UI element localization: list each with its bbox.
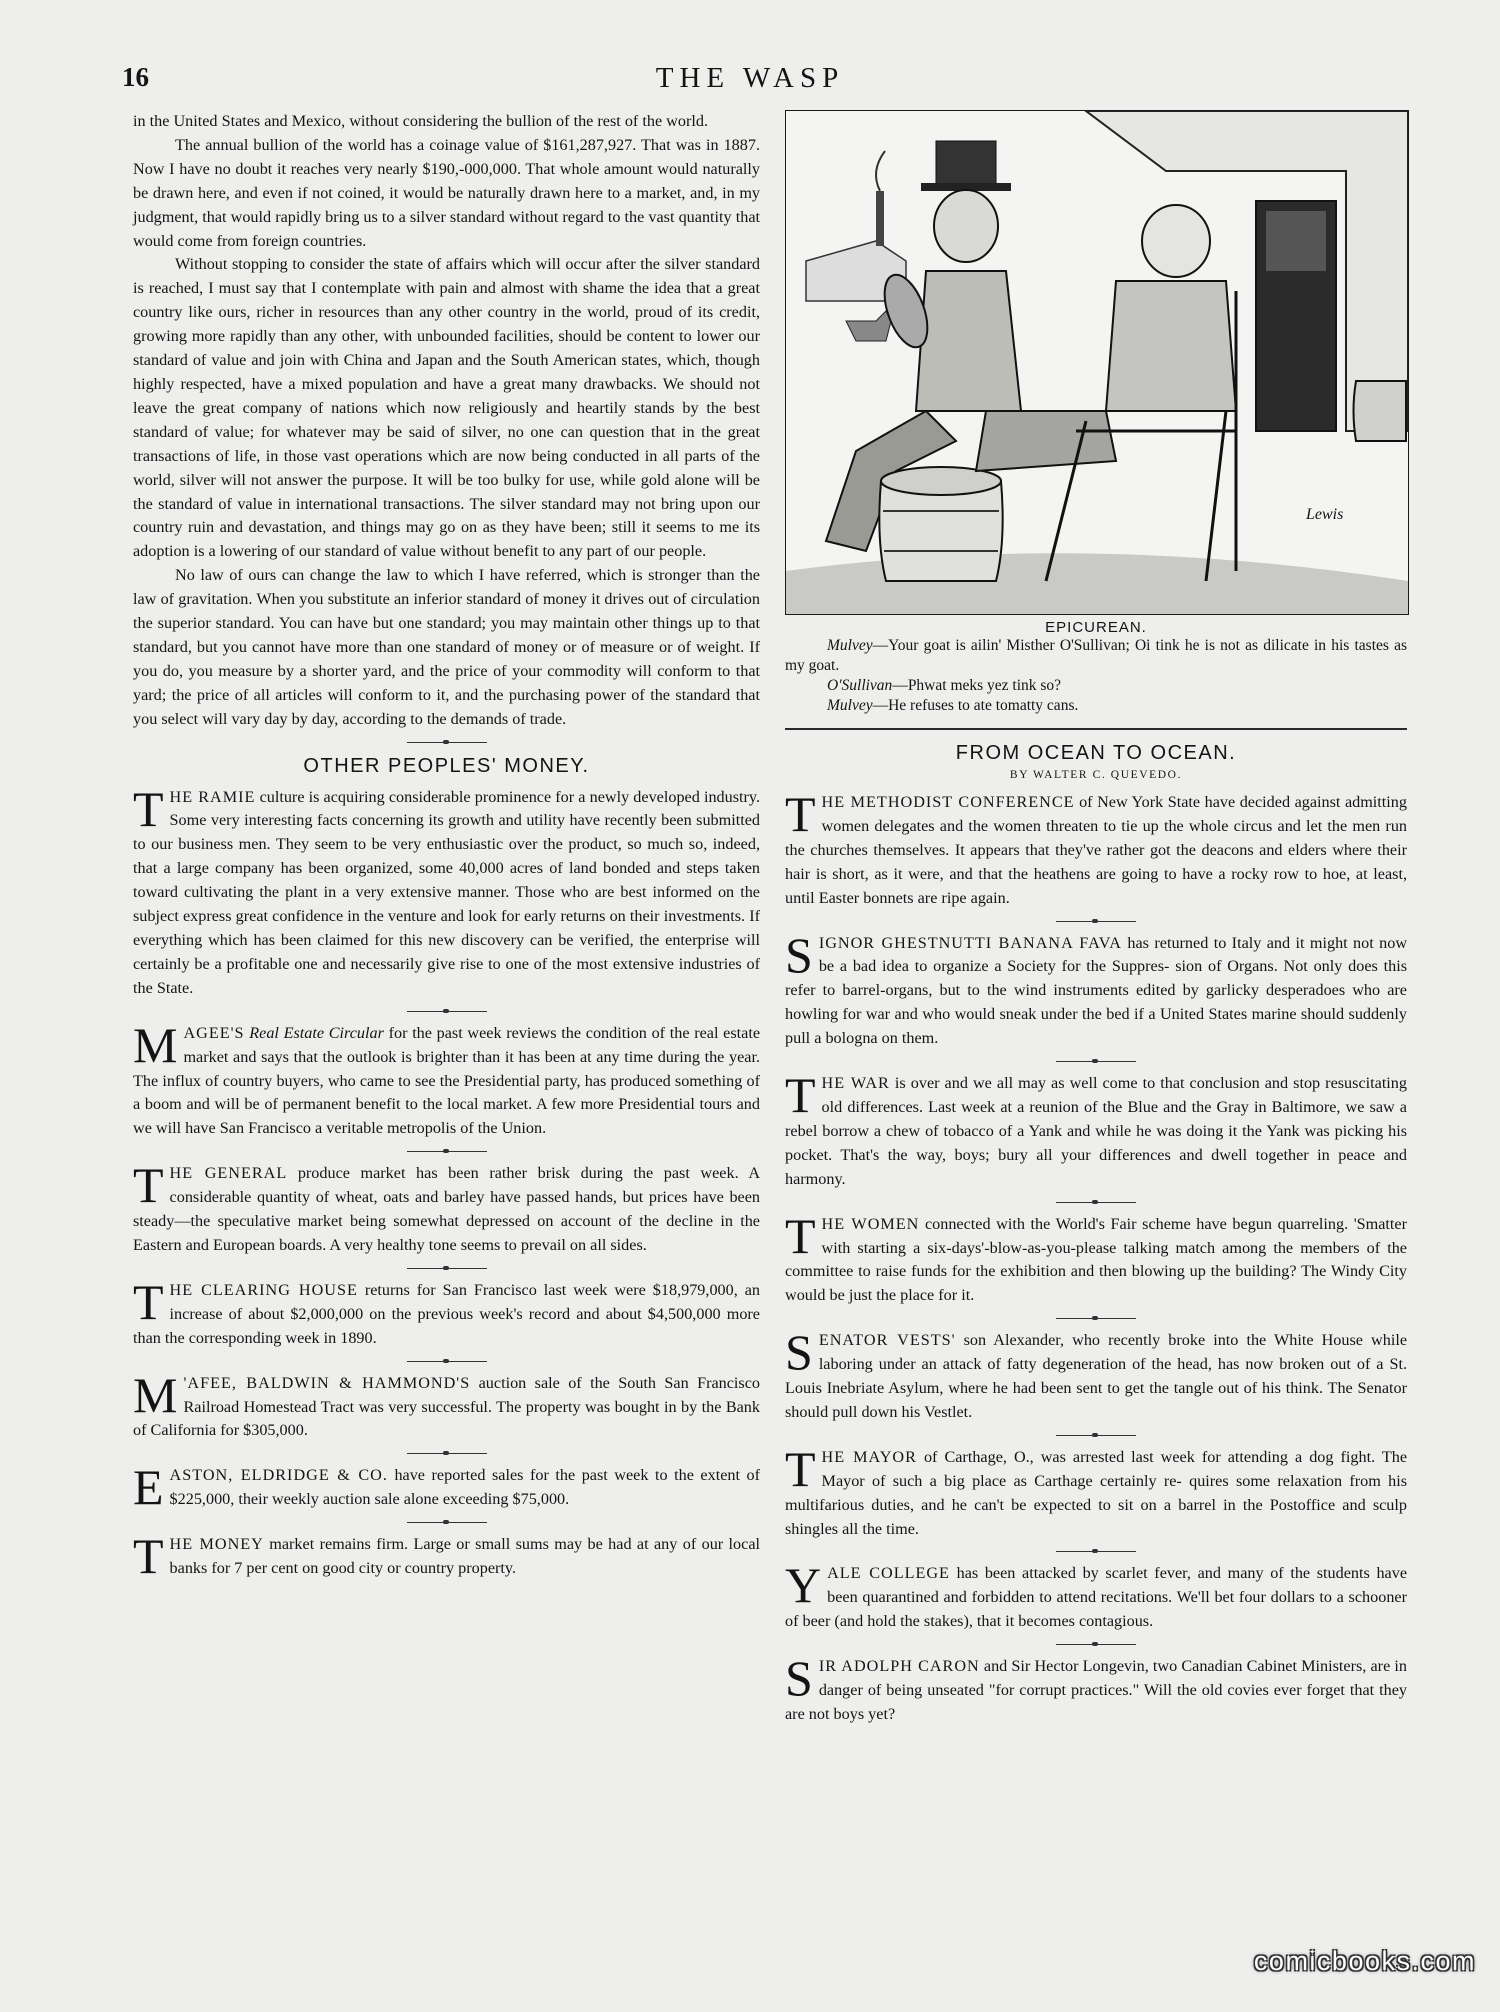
news-item — [785, 1650, 1408, 1727]
item-lead: HE MAYOR — [821, 1447, 917, 1466]
item-first: and Sir Hector Longevin, two Canadian Cabinet Ministers, are in danger of being unseated "for corrupt — [818, 1657, 1407, 1700]
divider — [407, 1011, 487, 1012]
drop-cap: Y — [785, 1557, 822, 1614]
speaker: Mulvey — [827, 697, 873, 714]
artist-signature: Lewis — [1306, 506, 1344, 523]
item-lead: HE MONEY — [169, 1535, 264, 1554]
running-head: THE WASP — [655, 62, 845, 94]
cartoon-title: EPICUREAN. — [1045, 619, 1147, 636]
drop-cap: T — [133, 1528, 164, 1585]
item-lead: ASTON, ELDRIDGE & CO. — [169, 1466, 388, 1485]
rule — [785, 728, 1407, 730]
left-column — [133, 110, 761, 1585]
item-rest: practices." Will the old covies ever forget that they are not boys yet? — [785, 1681, 1408, 1723]
item-first: connected with the World's Fair scheme have begun quarreling. 'Smatter with starting a six-days'-blow-as-you-please — [821, 1214, 1407, 1257]
news-item — [133, 780, 760, 1001]
cartoon-caption — [785, 636, 1407, 716]
section-title-from-ocean-to-ocean: FROM OCEAN TO OCEAN. — [955, 742, 1237, 764]
section-title-other-peoples-money: OTHER PEOPLES' MONEY. — [303, 754, 590, 777]
item-rest: the whole circus and let the men run the churches themselves. It appears that they've rather got the deacons and elders where their hair is short, as it were, and that the heathens are going to have a rocky row to hoe, at least, until Easter bonnets are ripe again. — [785, 816, 1408, 907]
item-lead: AGEE'S — [183, 1023, 245, 1042]
dialogue: —Phwat meks yez tink so? — [892, 677, 1062, 694]
item-first: of Carthage, O., was arrested last week for attending a dog fight. The Mayor of such a big place as Carthage certainly re- — [821, 1447, 1408, 1490]
paragraph: Without stopping to consider the state of affairs which will occur after the silver standard is reached, I must say that I contemplate with pain and almost with shame the idea that a great country like ours, richer in resources than any other country in the world, proud of its credit, growing more rapidly than any other, with unbounded facilities, should be content to lower our standard of value and join with China and Japan and the South American states, which, though highly respected, have a mixed population and have a great many drawbacks. We should not leave the great company of nations which now religiously and heartily stands by the best standard of value; for whatever may be said of silver, no one can question that in the great transactions of life, in those vast operations which are now being conducted in all parts of the world, silver will not answer the purpose. It will be too bulky for use, while gold alone will be the standard of value in international transactions. The silver standard may not bring upon our country ruin and devastation, and things may go on as they have been; still it seems to me its adoption is a lowering of our standard of value without benefit to any part of our people. — [133, 255, 760, 561]
paragraph: in the United States and Mexico, without considering the bullion of the rest of the world. — [133, 112, 708, 130]
item-lead: IR ADOLPH CARON — [818, 1657, 980, 1676]
item-rest: quires some relaxation from his multifarious duties, and he can't be expected to sit on a barrel in the Postoffice and sculp shingles all the time. — [785, 1471, 1407, 1538]
divider — [407, 742, 487, 743]
divider — [1056, 1202, 1136, 1203]
item-first: market remains firm. Large or small sums may be had at any of our local banks for 7 per cent on good city or country — [169, 1535, 761, 1578]
item-first: auction sale of the South San Francisco Railroad Homestead Tract was very successful. — [183, 1373, 760, 1416]
item-lead: IGNOR GHESTNUTTI BANANA FAVA — [818, 933, 1122, 952]
item-first: returns for San Francisco last week were $18,979,000, an increase of about $2,000,000 on the previous week's — [169, 1280, 761, 1323]
divider — [1056, 1061, 1136, 1062]
divider — [407, 1268, 487, 1269]
item-rest: Some very interesting facts concerning its growth and utility have recently been submitted to our business men. They seem to be very enthusiastic over the product, so much so, indeed, that a large company has been organized, some 40,000 acres of land bonded and steps taken toward cultivating the plant in a very extensive manner. Those who are best informed on the subject express great confidence in the venture and look for early returns on their investments. If everything which has been claimed for this new discovery can be verified, the enterprise will certainly be a profitable one and necessarily give rise to one of the most extensive industries of the State. — [133, 811, 760, 997]
drop-cap: S — [785, 926, 813, 983]
item-lead: HE METHODIST CONFERENCE — [821, 793, 1075, 811]
item-lead: 'AFEE, BALDWIN & HAMMOND'S — [183, 1373, 471, 1392]
paragraph: The annual bullion of the world has a coinage value of $161,287,927. That was in 1887. Now I have no doubt it reaches very nearly $190,-000,000. That whole amount would naturally be drawn here, and even if not coined, it would be naturally drawn here to a market, and, in my judgment, that would rapidly bring us to a silver standard without regard to the vast quantity that would come from foreign countries. — [133, 135, 760, 250]
news-item — [133, 1366, 760, 1444]
drop-cap: T — [785, 1067, 816, 1124]
item-rest: Last week at a reunion of the Blue and the Gray in Baltimore, we saw a rebel borrow a chew of tobacco of a Yank and while he was doing it the Yank was picking his pocket. That's the way, boys; bury all your differences and dwell together in peace and harmony. — [785, 1097, 1407, 1188]
item-rest: $75,000. — [512, 1490, 570, 1509]
paragraph: No law of ours can change the law to which I have referred, which is stronger than the law of gravitation. When you substitute an inferior standard of money it drives out of circulation the superior standard. You can have but one standard; you may maintain other things up to that standard, but you cannot have more than one standard of money or of measure or of weight. If you do, you measure by a shorter yard, and the price of your commodity will conform to that yard; the price of all articles will conform to it, and the purchasing power of the standard that you select will vary day by day, according to the demands of trade. — [133, 566, 760, 728]
cartoon-illustration — [785, 110, 1409, 615]
divider — [1056, 1318, 1136, 1319]
divider — [407, 1453, 487, 1454]
item-lead: HE WOMEN — [821, 1214, 920, 1233]
item-first: for the past week reviews the condition of the real estate market and says that the outlook is brighter — [183, 1023, 761, 1066]
item-first: of New York State have decided against admitting women delegates and the women threaten to tie up — [821, 793, 1407, 835]
item-rest: We'll bet four dollars to a schooner of beer (and hold the stakes), that it becomes contagious. — [785, 1588, 1407, 1631]
news-item — [133, 1528, 761, 1585]
item-first: has been attacked by scarlet fever, and many of the students have been quarantined and forbidden to attend recitations. — [827, 1564, 1408, 1607]
divider — [1056, 1551, 1136, 1552]
item-first: produce market has been rather brisk during the past week. — [297, 1164, 739, 1183]
item-first: is over and we all may as well come to that conclusion and stop resuscitating old differences. — [821, 1074, 1407, 1116]
news-item — [133, 1016, 761, 1142]
drop-cap: E — [133, 1459, 164, 1516]
speaker: O'Sullivan — [827, 677, 893, 694]
dialogue: —Your goat is ailin' Misther O'Sullivan; Oi tink he is not as dilicate in his tastes as my goat. — [785, 637, 1407, 674]
item-rest: sion of Organs. Not only does this refer to barrel-organs, but to the wind instruments edited by garlicky desperadoes who are howling for war and who would sneak under the bed if a United States marine should suddenly pull a bologna on them. — [785, 957, 1407, 1048]
drop-cap: M — [133, 1016, 178, 1073]
news-item — [785, 786, 1408, 911]
item-rest: than it has been at any time during the year. The influx of country buyers, who came to see the Presidential party, has produced something of a boom and will be of permanent benefit to the local market. A few more Presidential tours and we will have San Francisco a veritable metropolis of the Union. — [133, 1047, 761, 1138]
news-item — [785, 1067, 1407, 1192]
news-item — [785, 1324, 1408, 1425]
page-number: 16 — [122, 62, 149, 92]
item-first: son Alexander, who recently broke into the White House while laboring under an attack of fatty degeneration of the head, — [818, 1331, 1408, 1374]
item-lead: ALE COLLEGE — [827, 1564, 950, 1583]
item-first: has returned to Italy and it might not now be a bad idea to organize a Society for the Suppres- — [818, 933, 1408, 976]
divider — [407, 1361, 487, 1362]
drop-cap: T — [133, 1157, 164, 1214]
cartoon-drawing — [786, 111, 1408, 614]
item-rest: talking match among the members of the committee to raise funds for the exhibition and then blowing up the building? The Windy City would be just the place for it. — [785, 1238, 1407, 1305]
item-lead: HE WAR — [821, 1074, 890, 1093]
drop-cap: T — [133, 780, 164, 837]
news-item — [785, 926, 1408, 1052]
news-item — [785, 1440, 1408, 1542]
item-rest: The property was bought in by the Bank of California for $305,000. — [133, 1397, 760, 1440]
watermark: comicbooks.com — [1253, 1946, 1476, 1976]
divider — [407, 1522, 487, 1523]
drop-cap: S — [785, 1650, 813, 1707]
drop-cap: S — [785, 1324, 813, 1381]
item-lead: HE RAMIE — [169, 787, 256, 806]
item-first: culture is acquiring considerable prominence for a newly developed industry. — [259, 787, 760, 806]
drop-cap: T — [133, 1273, 164, 1330]
right-column — [785, 110, 1407, 1727]
item-rest: record and about $4,500,000 more than the corresponding week in 1890. — [133, 1304, 760, 1347]
divider — [1056, 1644, 1136, 1645]
news-item — [785, 1207, 1407, 1309]
divider — [1056, 921, 1136, 922]
news-item — [785, 1557, 1408, 1634]
item-rest: has now broken out of a St. Louis Inebriate Asylum, where he had been sent to get the tangle out of his think. The Senator should pull down his Vestlet. — [785, 1355, 1408, 1421]
news-item — [133, 1157, 761, 1258]
drop-cap: T — [785, 1440, 816, 1497]
speaker: Mulvey — [827, 637, 873, 654]
byline: BY WALTER C. QUEVEDO. — [1009, 769, 1183, 781]
drop-cap: M — [133, 1366, 178, 1423]
news-item — [133, 1273, 761, 1351]
item-lead: HE CLEARING HOUSE — [169, 1280, 358, 1299]
drop-cap: T — [785, 1207, 816, 1264]
item-lead: ENATOR VESTS' — [818, 1331, 956, 1350]
item-lead: HE GENERAL — [169, 1164, 288, 1183]
dialogue: —He refuses to ate tomatty cans. — [872, 697, 1079, 714]
item-rest: property. — [458, 1559, 516, 1578]
divider — [1056, 1435, 1136, 1436]
drop-cap: T — [785, 786, 816, 842]
item-first: have reported sales for the past week to the extent of $225,000, their weekly auction sale alone exceeding — [169, 1466, 760, 1509]
item-rest: A considerable quantity of wheat, oats and barley have passed hands, but prices have been steady—the speculative market being somewhat depressed on account of the decline in the Eastern and European boards. A very healthy tone seems to prevail on all sides. — [133, 1164, 761, 1254]
news-item — [133, 1459, 760, 1516]
divider — [407, 1151, 487, 1152]
item-italic-title: Real Estate Circular — [249, 1023, 384, 1042]
